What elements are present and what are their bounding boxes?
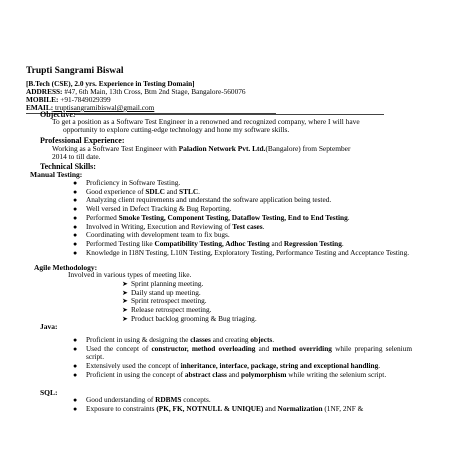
- manual-testing-title: Manual Testing:: [30, 170, 83, 179]
- address-value: #47, 6th Main, 13th Cross, Btm 2nd Stage, Bangalore-560076: [64, 87, 246, 96]
- sql-title: SQL:: [40, 388, 58, 397]
- item-text: and: [255, 343, 273, 353]
- item-text: .: [341, 238, 344, 248]
- item-text: .: [272, 335, 275, 344]
- item-bold: classes: [190, 335, 211, 344]
- arrow-bullet-icon: ➤: [122, 306, 128, 315]
- item-bold: Smoke Testing, Component Testing, Dataflow Testing, End to End Testing: [118, 212, 348, 222]
- bullet-icon: ●: [73, 231, 78, 240]
- objective-text: [52, 118, 412, 135]
- item-bold: abstract class: [184, 369, 227, 379]
- item-text: Proficiency in Software Testing.: [86, 178, 181, 187]
- list-item: [73, 343, 413, 362]
- item-text: Good understanding of: [86, 395, 156, 404]
- list-item: [73, 403, 416, 414]
- bullet-icon: ●: [73, 205, 78, 214]
- item-text: and: [226, 369, 242, 379]
- item-bold: Test cases: [232, 221, 263, 231]
- experience-line-1: [52, 145, 414, 153]
- item-text: .: [262, 221, 265, 231]
- item-bold: RDBMS: [155, 395, 182, 404]
- email-link[interactable]: truptisangramibiswal@gmail.com: [53, 103, 155, 112]
- bullet-icon: ●: [73, 404, 78, 413]
- item-text: Knowledge in I18N Testing, L10N Testing, Exploratory Testing, Performance Testing and Acceptance Testing.: [86, 247, 410, 257]
- item-bold: SDLC: [145, 186, 165, 196]
- item-bold: STLC: [179, 186, 199, 196]
- mobile-label: MOBILE:: [26, 95, 59, 104]
- item-text: .: [198, 186, 200, 196]
- item-bold: method overriding: [272, 343, 332, 353]
- item-text: (1NF, 2NF &: [322, 403, 364, 413]
- experience-period: (Bangalore) from September: [265, 144, 351, 153]
- bullet-icon: ●: [73, 239, 78, 248]
- agile-list: [122, 279, 257, 324]
- agile-title: Agile Methodology:: [34, 263, 98, 272]
- company-name: Paladion Network Pvt. Ltd.: [178, 144, 266, 153]
- item-text: Release retrospect meeting.: [131, 305, 212, 315]
- arrow-bullet-icon: ➤: [122, 314, 128, 323]
- experience-title: Professional Experience:: [40, 136, 125, 145]
- item-text: .: [347, 212, 350, 222]
- item-bold: Normalization: [277, 403, 323, 413]
- header-divider-2: [74, 114, 384, 115]
- list-item: [122, 313, 257, 324]
- item-text: and: [164, 186, 180, 196]
- skills-title: Technical Skills:: [40, 162, 96, 171]
- item-text: Analyzing client requirements and understand the software application being tested.: [86, 195, 332, 205]
- item-text: while writing the selenium script.: [286, 369, 387, 379]
- arrow-bullet-icon: ➤: [122, 280, 128, 288]
- agile-intro: Involved in various types of meeting like.: [68, 270, 192, 279]
- experience-line-2: 2014 to till date.: [52, 152, 101, 162]
- bullet-icon: ●: [73, 213, 78, 222]
- bullet-icon: ●: [73, 344, 78, 353]
- item-text: Sprint planning meeting.: [131, 279, 204, 288]
- bullet-icon: ●: [73, 336, 78, 344]
- address-label: ADDRESS:: [26, 87, 63, 96]
- email-label: EMAIL:: [26, 103, 54, 112]
- item-text: Daily stand up meeting.: [131, 287, 201, 297]
- arrow-bullet-icon: ➤: [122, 297, 128, 306]
- item-text: and: [269, 238, 284, 248]
- item-bold: inheritance, interface, package, string and exceptional handling: [180, 361, 379, 371]
- item-text: Used the concept of: [86, 343, 152, 353]
- bullet-icon: ●: [73, 187, 78, 196]
- item-text: Performed Testing like: [86, 238, 155, 248]
- java-list: [73, 335, 413, 380]
- item-text: Sprint retrospect meeting.: [131, 296, 207, 306]
- objective-line-2: opportunity to explore cutting-edge technology and hone my software skills.: [63, 125, 290, 135]
- item-text: Good experience of: [86, 186, 146, 196]
- bullet-icon: ●: [73, 396, 78, 404]
- bullet-icon: ●: [73, 370, 78, 379]
- bullet-icon: ●: [73, 196, 78, 205]
- item-text: .: [378, 361, 381, 371]
- objective-line-1: To get a position as a Software Test Engineer in a renowned and recognized company, where I will have: [52, 117, 360, 126]
- item-bold: objects: [250, 335, 273, 344]
- item-bold: polymorphism: [241, 369, 287, 379]
- item-text: Coordinating with development team to fix bugs.: [86, 230, 230, 240]
- mobile-value: +91-7849029399: [60, 95, 111, 104]
- experience-text: [52, 145, 414, 162]
- manual-testing-list: [73, 178, 412, 257]
- objective-title: Objective:: [40, 110, 76, 119]
- item-text: and creating: [210, 335, 251, 344]
- item-text: and: [263, 403, 278, 413]
- item-text: Involved in Writing, Execution and Reviewing of: [86, 221, 233, 231]
- sql-list: [73, 395, 416, 413]
- bullet-icon: ●: [73, 248, 78, 257]
- list-item: [73, 247, 412, 258]
- item-text: Proficient in using & designing the: [86, 335, 191, 344]
- item-bold: Regression Testing: [283, 238, 342, 248]
- item-bold: constructor, method overloading: [151, 343, 256, 353]
- item-text: concepts.: [181, 395, 211, 404]
- arrow-bullet-icon: ➤: [122, 288, 128, 297]
- item-text: Proficient in using the concept of: [86, 369, 185, 379]
- candidate-name: Trupti Sangrami Biswal: [26, 66, 124, 76]
- item-bold: (PK, FK, NOTNULL & UNIQUE): [156, 403, 264, 413]
- qualification: [B.Tech (CSE), 2.0 yrs. Experience in Testing Domain]: [26, 79, 195, 88]
- item-text: Well versed in Defect Tracking & Bug Reporting.: [86, 204, 232, 214]
- experience-role: Working as a Software Test Engineer with: [52, 144, 179, 153]
- bullet-icon: ●: [73, 362, 78, 371]
- bullet-icon: ●: [73, 179, 78, 187]
- item-text: while preparing selenium script.: [86, 343, 413, 362]
- item-text: Performed: [86, 212, 119, 222]
- item-bold: Compatibility Testing, Adhoc Testing: [154, 238, 270, 248]
- bullet-icon: ●: [73, 222, 78, 231]
- item-text: Product backlog grooming & Bug triaging.: [131, 313, 257, 323]
- item-text: Extensively used the concept of: [86, 361, 181, 371]
- list-item: [73, 369, 412, 380]
- item-text: Exposure to constraints: [86, 403, 157, 413]
- java-title: Java:: [40, 322, 58, 331]
